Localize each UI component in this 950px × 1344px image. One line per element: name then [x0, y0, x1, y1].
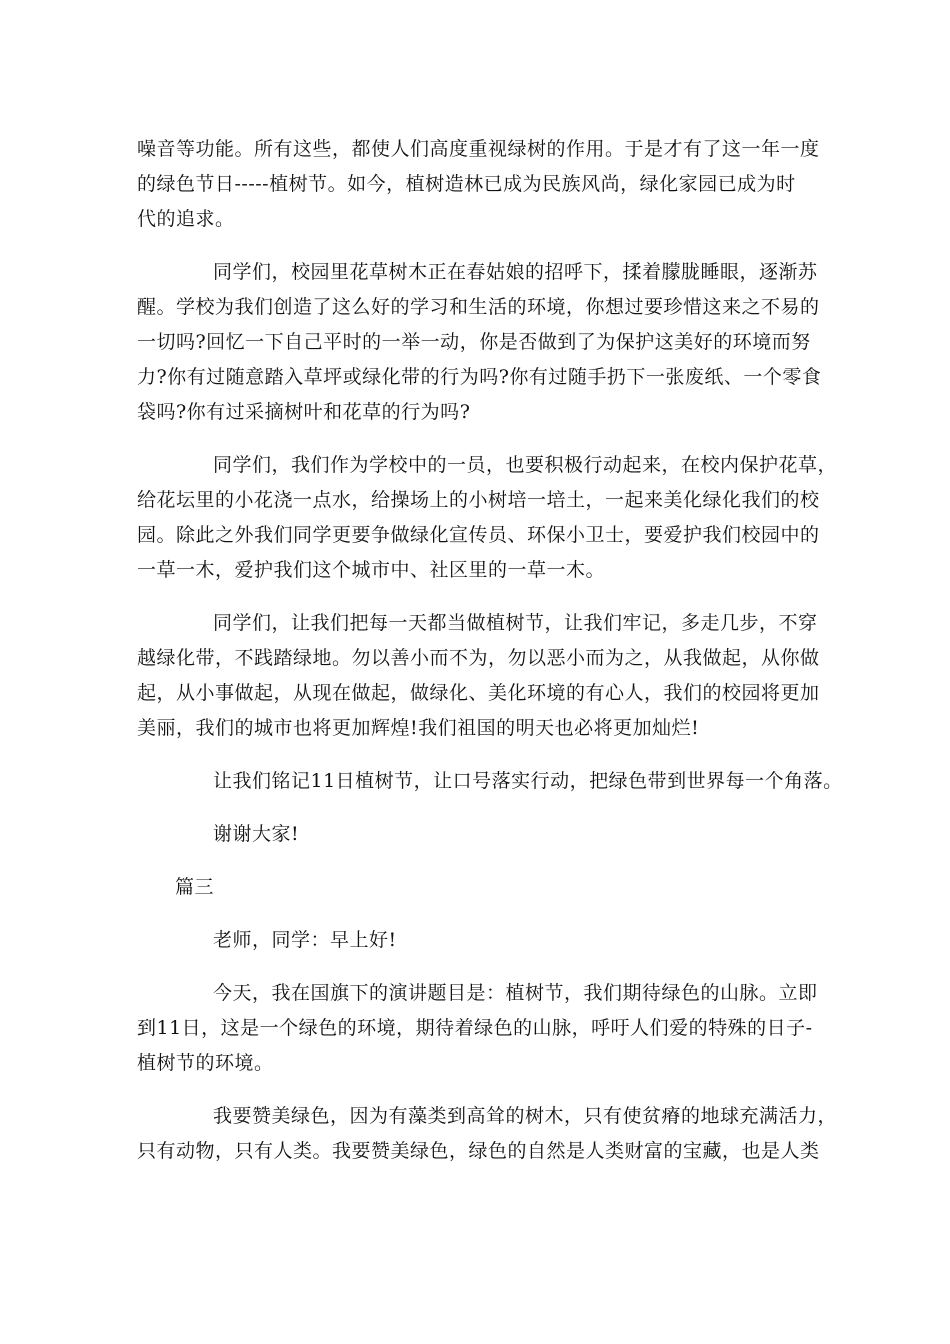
text-line: 同学们，我们作为学校中的一员，也要积极行动起来，在校内保护花草，	[213, 454, 838, 476]
text-line: 代的追求。	[137, 208, 235, 230]
text-line: 园。除此之外我们同学更要争做绿化宣传员、环保小卫士，要爱护我们校园中的	[137, 524, 820, 546]
text-line: 同学们，校园里花草树木正在春姑娘的招呼下，揉着朦胧睡眼，逐渐苏	[213, 261, 818, 283]
text-line: 老师，同学：早上好!	[213, 929, 397, 951]
text-line: 今天，我在国旗下的演讲题目是：植树节，我们期待绿色的山脉。立即	[213, 982, 818, 1004]
text-line: 植树节的环境。	[137, 1052, 274, 1074]
text-line: 到11日，这是一个绿色的环境，期待着绿色的山脉，呼吁人们爱的特殊的日子-	[137, 1017, 813, 1039]
text-line: 美丽，我们的城市也将更加辉煌!我们祖国的明天也必将更加灿烂!	[137, 717, 700, 739]
section-heading: 篇三	[175, 876, 215, 898]
text-line: 起，从小事做起，从现在做起，做绿化、美化环境的有心人，我们的校园将更加	[137, 682, 820, 704]
text-line: 给花坛里的小花浇一点水，给操场上的小树培一培土，一起来美化绿化我们的校	[137, 489, 820, 511]
text-line: 越绿化带，不践踏绿地。勿以善小而不为，勿以恶小而为之，从我做起，从你做	[137, 647, 820, 669]
text-line: 谢谢大家!	[213, 823, 300, 845]
text-line: 力?你有过随意踏入草坪或绿化带的行为吗?你有过随手扔下一张废纸、一个零食	[137, 366, 822, 388]
text-line: 一切吗?回忆一下自己平时的一举一动，你是否做到了为保护这美好的环境而努	[137, 331, 811, 353]
text-line: 只有动物，只有人类。我要赞美绿色，绿色的自然是人类财富的宝藏，也是人类	[137, 1140, 820, 1162]
text-line: 醒。学校为我们创造了这么好的学习和生活的环境，你想过要珍惜这来之不易的	[137, 296, 820, 318]
text-line: 同学们，让我们把每一天都当做植树节，让我们牢记，多走几步，不穿	[213, 612, 818, 634]
text-line: 噪音等功能。所有这些，都使人们高度重视绿树的作用。于是才有了这一年一度	[137, 138, 820, 160]
text-line: 我要赞美绿色，因为有藻类到高耸的树木，只有使贫瘠的地球充满活力，	[213, 1105, 838, 1127]
text-line: 的绿色节日-----植树节。如今，植树造林已成为民族风尚，绿化家园已成为时	[137, 173, 796, 195]
text-line: 让我们铭记11日植树节，让口号落实行动，把绿色带到世界每一个角落。	[213, 770, 843, 792]
text-line: 袋吗?你有过采摘树叶和花草的行为吗?	[137, 401, 471, 423]
text-line: 一草一木，爱护我们这个城市中、社区里的一草一木。	[137, 559, 606, 581]
